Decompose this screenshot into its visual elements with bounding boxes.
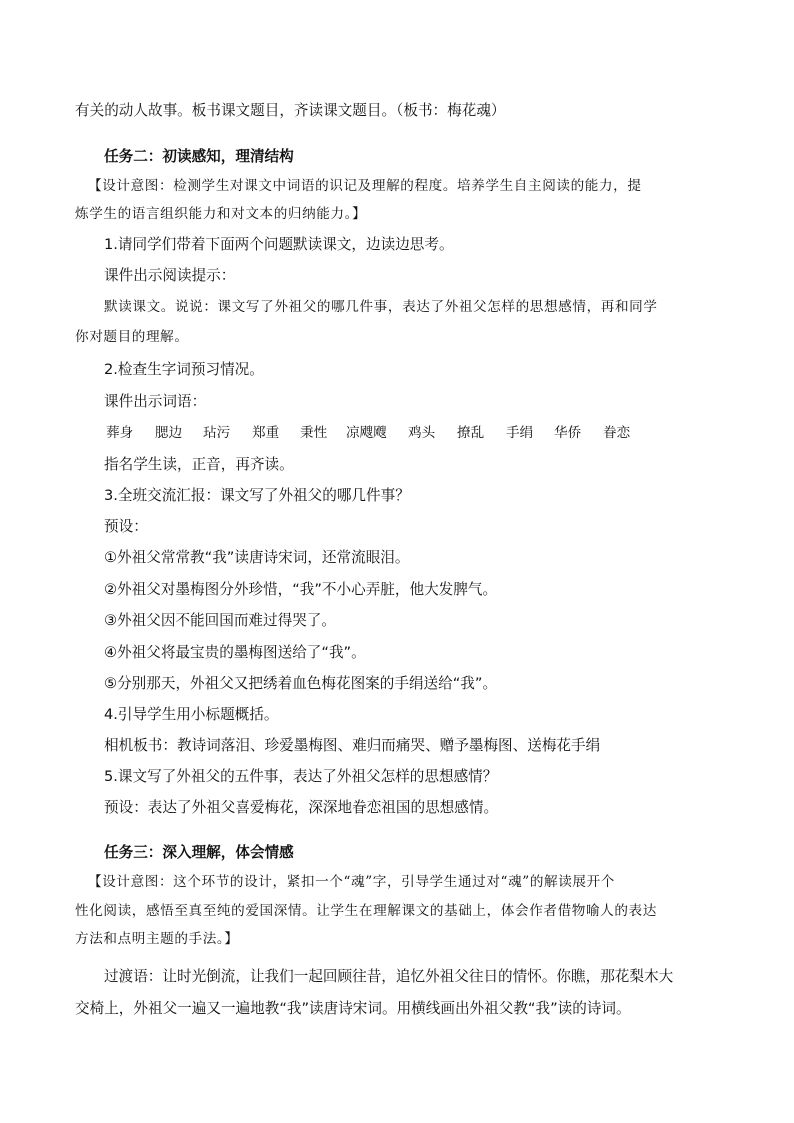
vocab-word: 眷恋 [603,425,631,441]
vocab-word: 郑重 [252,425,280,441]
task2-intent-line1: 【设计意图：检测学生对课文中词语的识记及理解的程度。培养学生自主阅读的能力，提 [88,178,642,194]
task2-heading: 任务二：初读感知，理清结构 [104,148,294,165]
read-aloud-note: 指名学生读，正音，再齐读。 [104,456,294,473]
vocab-word: 华侨 [554,425,582,441]
task3-intent-line3: 方法和点明主题的手法。】 [75,931,239,947]
task3-intent-line2: 性化阅读，感悟至真至纯的爱国深情。让学生在理解课文的基础上，体会作者借物喻人的表达 [75,903,657,919]
preset-label: 预设： [104,518,148,535]
vocab-word: 秉性 [300,425,328,441]
task3-heading: 任务三：深入理解，体会情感 [104,844,294,861]
task2-step2: 2.检查生字词预习情况。 [104,361,264,378]
words-label: 课件出示词语： [104,393,207,410]
task2-step1: 1.请同学们带着下面两个问题默读课文，边读边思考。 [104,236,454,253]
preset-item: ④外祖父将最宝贵的墨梅图送给了“我”。 [104,644,366,661]
vocab-word: 葬身 [106,425,134,441]
vocab-word: 凉飕飕 [346,425,387,441]
reading-tip-label: 课件出示阅读提示： [104,267,236,284]
task2-step5: 5.课文写了外祖父的五件事，表达了外祖父怎样的思想感情？ [104,768,498,785]
vocab-word: 撩乱 [457,425,485,441]
preset-item: ②外祖父对墨梅图分外珍惜，“我”不小心弄脏，他大发脾气。 [104,581,498,598]
transition-line1: 过渡语：让时光倒流，让我们一起回顾往昔，追忆外祖父往日的情怀。你瞧，那花梨木大 [104,968,674,985]
preset-item: ①外祖父常常教“我”读唐诗宋词，还常流眼泪。 [104,549,410,566]
board-summary: 相机板书：教诗词落泪、珍爱墨梅图、难归而痛哭、赠予墨梅图、送梅花手绢 [104,737,601,754]
intro-paragraph-end: 有关的动人故事。板书课文题目，齐读课文题目。（板书：梅花魂） [75,102,506,119]
transition-line2: 交椅上，外祖父一遍又一遍地教“我”读唐诗宋词。用横线画出外祖父教“我”读的诗词。 [75,1000,631,1017]
task2-step3: 3.全班交流汇报：课文写了外祖父的哪几件事？ [104,487,410,504]
preset-item: ⑤分别那天，外祖父又把绣着血色梅花图案的手绢送给“我”。 [104,675,498,692]
preset-answer: 预设：表达了外祖父喜爱梅花，深深地眷恋祖国的思想感情。 [104,799,499,816]
task3-intent-line1: 【设计意图：这个环节的设计，紧扣一个“魂”字，引导学生通过对“魂”的解读展开个 [88,874,615,890]
task2-intent-line2: 炼学生的语言组织能力和对文本的归纳能力。】 [75,206,367,222]
vocab-word: 腮边 [155,425,183,441]
task2-step4: 4.引导学生用小标题概括。 [104,706,279,723]
vocab-word: 玷污 [203,425,231,441]
vocab-word: 鸡头 [408,425,436,441]
vocab-word: 手绢 [506,425,534,441]
reading-tip-line1: 默读课文。说说：课文写了外祖父的哪几件事，表达了外祖父怎样的思想感情，再和同学 [104,299,658,315]
preset-item: ③外祖父因不能回国而难过得哭了。 [104,612,336,629]
reading-tip-line2: 你对题目的理解。 [75,329,189,345]
